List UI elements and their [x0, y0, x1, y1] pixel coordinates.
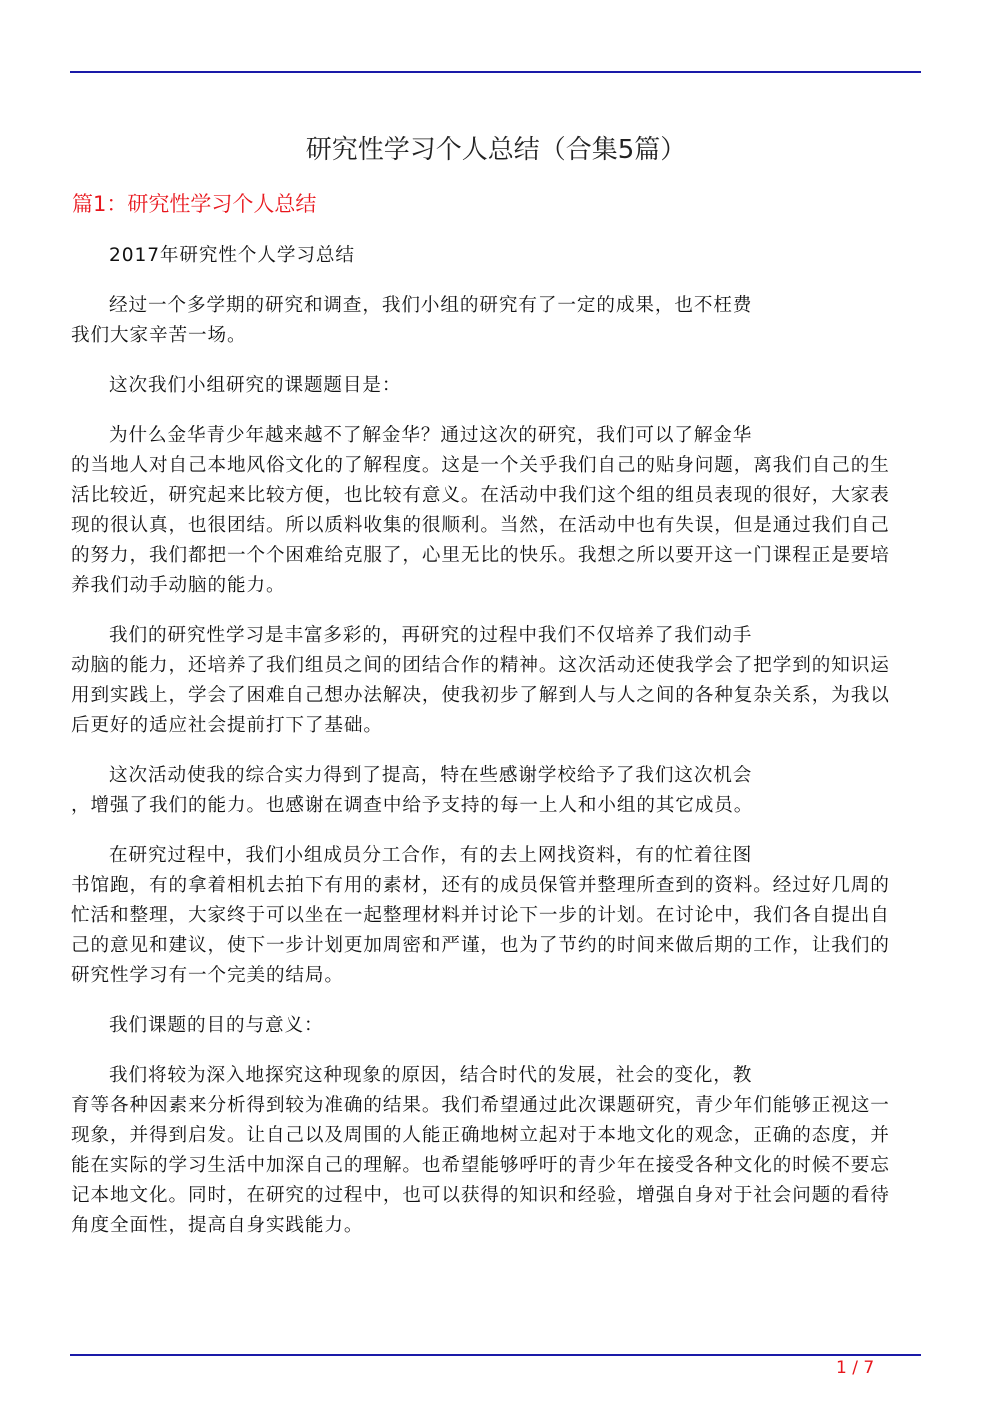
- text-line: 现象，并得到启发。让自己以及周围的人能正确地树立起对于本地文化的观念，正确的态度，并: [71, 1125, 890, 1146]
- text-line: 的努力，我们都把一个个困难给克服了，心里无比的快乐。我想之所以要开这一门课程正是要培: [71, 545, 890, 566]
- header-rule: [70, 71, 921, 73]
- text-line: 经过一个多学期的研究和调查，我们小组的研究有了一定的成果，也不枉费: [109, 295, 753, 316]
- footer-rule: [70, 1354, 921, 1356]
- paragraph: [71, 841, 916, 991]
- document-title: 研究性学习个人总结（合集5篇）: [305, 135, 687, 165]
- text-line: 养我们动手动脑的能力。: [71, 575, 286, 596]
- text-line: 书馆跑，有的拿着相机去拍下有用的素材，还有的成员保管并整理所查到的资料。经过好几周的: [71, 875, 890, 896]
- text-line: 能在实际的学习生活中加深自己的理解。也希望能够呼吁的青少年在接受各种文化的时候不要忘: [71, 1155, 890, 1176]
- document-body: [71, 241, 916, 1261]
- text-line: 我们将较为深入地探究这种现象的原因，结合时代的发展，社会的变化，教: [109, 1065, 753, 1086]
- text-line: 我们课题的目的与意义：: [109, 1015, 324, 1036]
- text-line: 用到实践上，学会了困难自己想办法解决，使我初步了解到人与人之间的各种复杂关系，为我以: [71, 685, 890, 706]
- text-line: 忙活和整理，大家终于可以坐在一起整理材料并讨论下一步的计划。在讨论中，我们各自提出自: [71, 905, 890, 926]
- text-line: 这次我们小组研究的课题题目是：: [109, 375, 402, 396]
- text-line: 我们大家辛苦一场。: [71, 325, 247, 346]
- text-line: 为什么金华青少年越来越不了解金华？通过这次的研究，我们可以了解金华: [109, 425, 753, 446]
- text-line: 动脑的能力，还培养了我们组员之间的团结合作的精神。这次活动还使我学会了把学到的知识运: [71, 655, 890, 676]
- text-line: 研究性学习有一个完美的结局。: [71, 965, 344, 986]
- text-line: 育等各种因素来分析得到较为准确的结果。我们希望通过此次课题研究，青少年们能够正视这一: [71, 1095, 890, 1116]
- text-line: 现的很认真，也很团结。所以质料收集的很顺利。当然，在活动中也有失误，但是通过我们自己: [71, 515, 890, 536]
- text-line: 这次活动使我的综合实力得到了提高，特在些感谢学校给予了我们这次机会: [109, 765, 753, 786]
- text-line: ，增强了我们的能力。也感谢在调查中给予支持的每一上人和小组的其它成员。: [71, 795, 754, 816]
- page-number: 1 / 7: [836, 1358, 875, 1378]
- paragraph: [71, 291, 916, 351]
- paragraph: [71, 761, 916, 821]
- paragraph: [71, 371, 916, 401]
- text-line: 在研究过程中，我们小组成员分工合作，有的去上网找资料，有的忙着往图: [109, 845, 753, 866]
- text-line: 活比较近，研究起来比较方便，也比较有意义。在活动中我们这个组的组员表现的很好，大家表: [71, 485, 890, 506]
- paragraph: [71, 1011, 916, 1041]
- text-line: 的当地人对自己本地风俗文化的了解程度。这是一个关乎我们自己的贴身问题，离我们自己的生: [71, 455, 890, 476]
- text-line: 记本地文化。同时，在研究的过程中，也可以获得的知识和经验，增强自身对于社会问题的看待: [71, 1185, 890, 1206]
- paragraph: [71, 621, 916, 741]
- paragraph: [71, 421, 916, 601]
- section-heading: 篇1：研究性学习个人总结: [72, 192, 317, 216]
- text-line: 己的意见和建议，使下一步计划更加周密和严谨，也为了节约的时间来做后期的工作，让我们的: [71, 935, 890, 956]
- text-line: 后更好的适应社会提前打下了基础。: [71, 715, 383, 736]
- paragraph: [71, 241, 916, 271]
- text-line: 我们的研究性学习是丰富多彩的，再研究的过程中我们不仅培养了我们动手: [109, 625, 753, 646]
- text-line: 2017年研究性个人学习总结: [109, 245, 355, 266]
- text-line: 角度全面性，提高自身实践能力。: [71, 1215, 364, 1236]
- paragraph: [71, 1061, 916, 1241]
